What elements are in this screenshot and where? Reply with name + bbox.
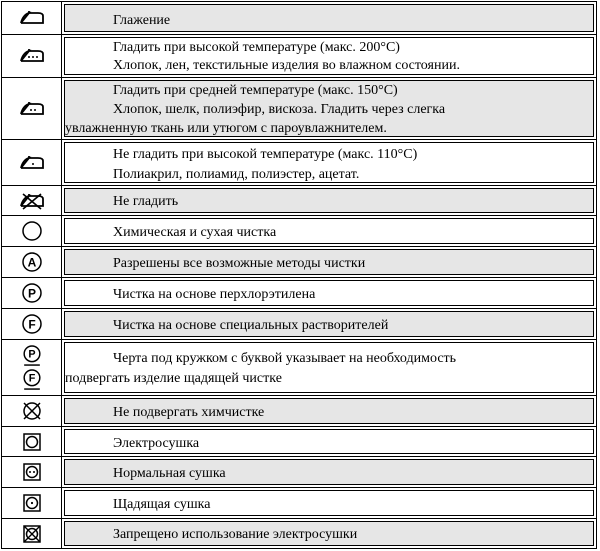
row-line: Черта под кружком с буквой указывает на необходимость	[113, 351, 457, 366]
row-text-cell	[64, 218, 594, 244]
dry-clean-letter: P	[27, 348, 36, 361]
row-text-cell	[64, 280, 594, 306]
row-line: Электросушка	[113, 436, 200, 451]
row-line: подвергать изделие щадящей чистке	[65, 371, 282, 386]
row-line: Химическая и сухая чистка	[113, 225, 277, 240]
tumble-dry-gentle-icon	[2, 488, 62, 518]
dry-clean-letter: P	[27, 286, 36, 301]
table-row	[2, 427, 596, 457]
table-row	[2, 247, 596, 278]
row-text-cell	[64, 37, 594, 75]
row-text-cell	[64, 249, 594, 275]
row-text-cell	[64, 188, 594, 213]
dry-clean-letter: F	[27, 317, 36, 332]
table-row	[2, 457, 596, 488]
dry-clean-circle-icon	[2, 216, 62, 246]
dry-clean-letter: F	[28, 372, 35, 385]
row-line: Нормальная сушка	[113, 466, 226, 481]
table-row	[2, 78, 596, 140]
row-line: увлажненную ткань или утюгом с пароувлажнителем.	[65, 121, 387, 136]
table-row	[2, 216, 596, 247]
row-line: Запрещено использование электросушки	[113, 527, 358, 542]
row-line: Разрешены все возможные методы чистки	[113, 256, 366, 271]
table-row	[2, 340, 596, 396]
row-text-cell	[64, 459, 594, 485]
row-line: Хлопок, лен, текстильные изделия во влажном состоянии.	[113, 58, 460, 73]
no-dry-clean-icon	[2, 396, 62, 426]
row-line: Не гладить	[113, 194, 179, 209]
iron-medium-temp-icon	[2, 78, 62, 139]
care-symbols-table	[1, 1, 597, 549]
table-row	[2, 396, 596, 427]
gentle-dry-clean-f-icon	[21, 368, 43, 392]
dry-clean-p-icon	[2, 278, 62, 308]
row-line: Полиакрил, полиамид, полиэстер, ацетат.	[113, 167, 360, 182]
row-text-cell	[64, 342, 594, 393]
row-line: Хлопок, шелк, полиэфир, вискоза. Гладить через слегка	[113, 102, 446, 117]
table-row	[2, 186, 596, 216]
row-line: Щадящая сушка	[113, 497, 211, 512]
row-text-cell	[64, 398, 594, 424]
dry-clean-f-icon	[2, 309, 62, 339]
iron-icon	[2, 2, 62, 34]
iron-low-temp-icon	[2, 140, 62, 185]
row-text-cell	[64, 490, 594, 516]
row-line: Гладить при средней температуре (макс. 150°C)	[113, 83, 398, 98]
row-text-cell	[64, 521, 594, 546]
table-row	[2, 488, 596, 519]
row-text-cell	[64, 311, 594, 337]
row-line: Гладить при высокой температуре (макс. 200°C)	[113, 40, 400, 55]
gentle-dry-clean-pf-icon	[2, 340, 62, 395]
table-row	[2, 2, 596, 35]
tumble-dry-icon	[2, 427, 62, 456]
tumble-dry-normal-icon	[2, 457, 62, 487]
dry-clean-letter: A	[27, 255, 36, 270]
dry-clean-a-icon	[2, 247, 62, 277]
no-tumble-dry-icon	[2, 519, 62, 548]
gentle-dry-clean-p-icon	[21, 344, 43, 368]
table-row	[2, 35, 596, 78]
no-iron-icon	[2, 186, 62, 215]
row-text-cell	[64, 429, 594, 454]
table-row	[2, 519, 596, 548]
row-text-cell	[64, 4, 594, 32]
row-line: Не гладить при высокой температуре (макс. 110°C)	[113, 147, 418, 162]
row-text-cell	[64, 142, 594, 183]
row-line: Чистка на основе специальных растворителей	[113, 318, 389, 333]
row-text-cell	[64, 80, 594, 137]
table-row	[2, 140, 596, 186]
iron-high-temp-icon	[2, 35, 62, 77]
row-line: Глажение	[113, 13, 171, 28]
table-row	[2, 278, 596, 309]
row-line: Не подвергать химчистке	[113, 405, 265, 420]
table-row	[2, 309, 596, 340]
row-line: Чистка на основе перхлорэтилена	[113, 287, 316, 302]
